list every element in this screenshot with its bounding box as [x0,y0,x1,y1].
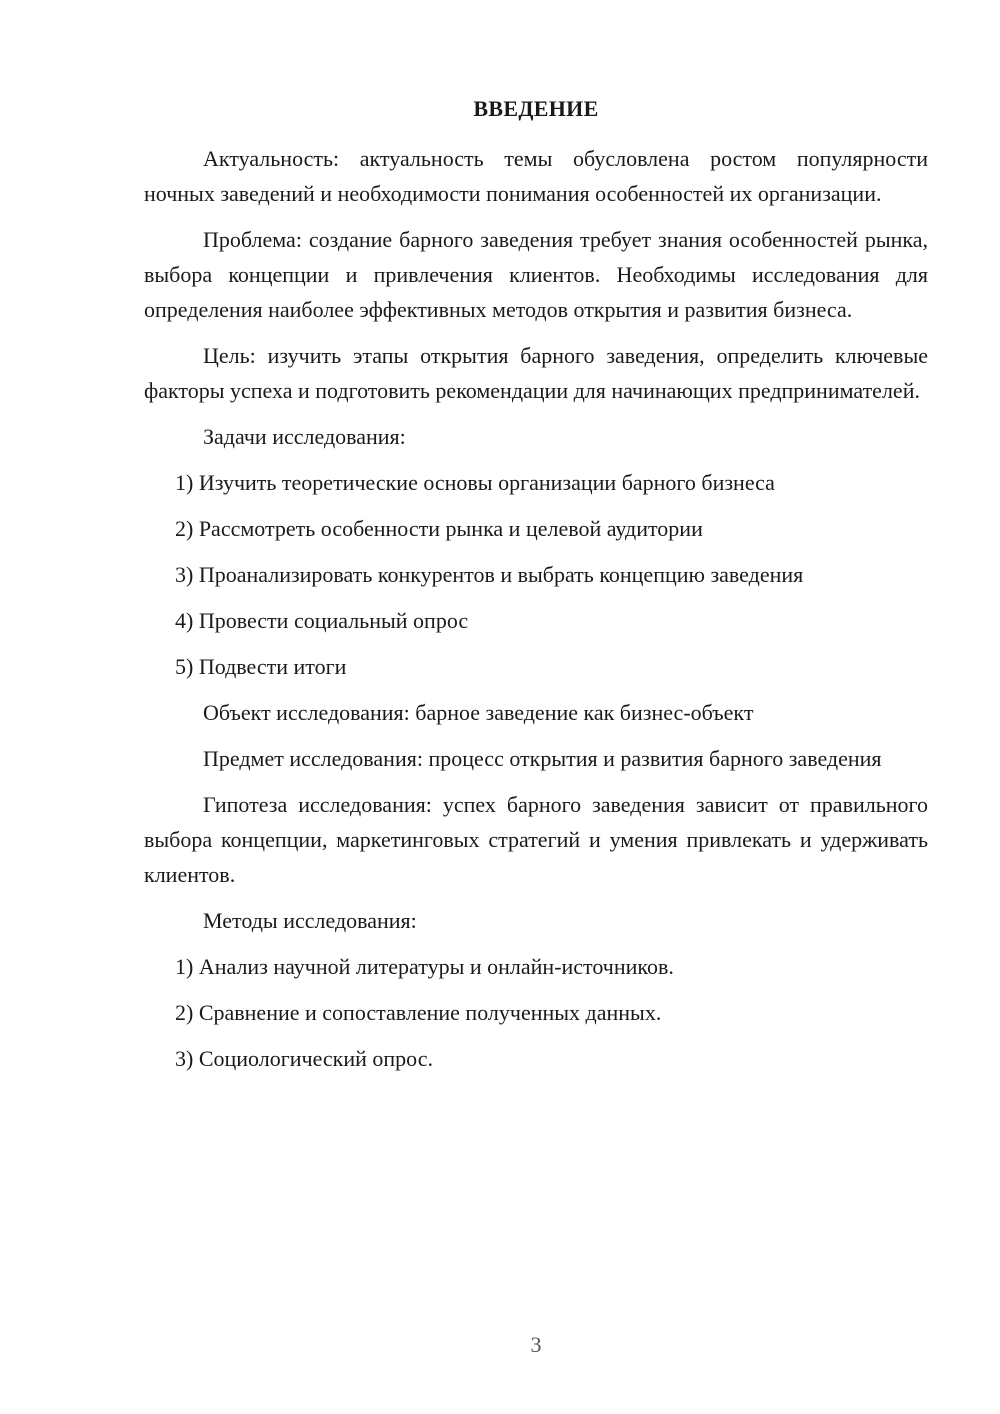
problem-paragraph: Проблема: создание барного заведения требует знания особенностей рынка, выбора концепции и привлечения клиентов. Необходимы исследования для определения наиболее эффективных методов открытия и развития бизнеса. [144,227,928,322]
task-item: 5) Подвести итоги [175,654,347,679]
page-number: 3 [530,1332,542,1357]
tasks-heading: Задачи исследования: [203,424,406,449]
relevance-paragraph: Актуальность: актуальность темы обусловлена ростом популярности ночных заведений и необходимости понимания особенностей их организации. [144,146,928,206]
subject-paragraph: Предмет исследования: процесс открытия и развития барного заведения [203,746,882,771]
document-body [144,141,928,1087]
hypothesis-paragraph: Гипотеза исследования: успех барного заведения зависит от правильного выбора концепции, маркетинговых стратегий и умения привлекать и удерживать клиентов. [144,792,928,887]
task-item: 3) Проанализировать конкурентов и выбрать концепцию заведения [175,562,804,587]
task-item: 2) Рассмотреть особенности рынка и целевой аудитории [175,516,703,541]
task-item: 4) Провести социальный опрос [175,608,469,633]
task-item: 1) Изучить теоретические основы организации барного бизнеса [175,470,775,495]
page-title: ВВЕДЕНИЕ [473,96,599,121]
goal-paragraph: Цель: изучить этапы открытия барного заведения, определить ключевые факторы успеха и подготовить рекомендации для начинающих предпринимателей. [144,343,928,403]
method-item: 3) Социологический опрос. [175,1046,433,1071]
method-item: 1) Анализ научной литературы и онлайн-источников. [175,954,674,979]
methods-heading: Методы исследования: [203,908,417,933]
object-line: Объект исследования: барное заведение как бизнес-объект [203,700,754,725]
method-item: 2) Сравнение и сопоставление полученных данных. [175,1000,662,1025]
